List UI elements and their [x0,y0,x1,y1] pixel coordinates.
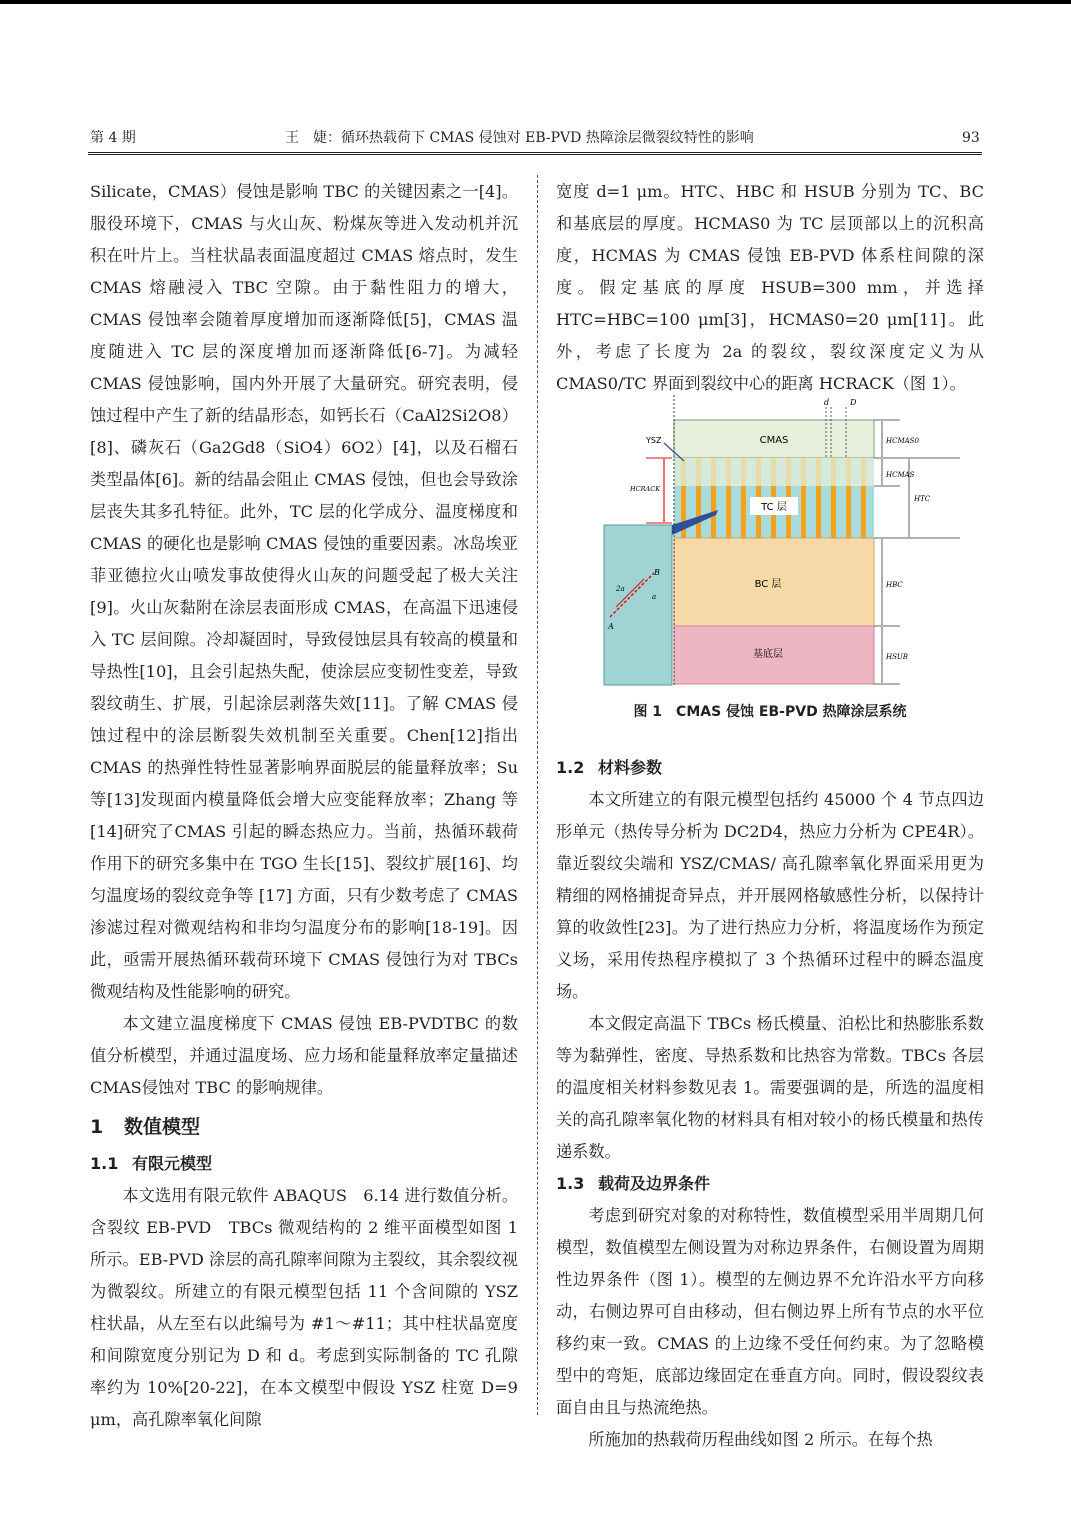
left-column [90,176,518,1436]
right-column-top [556,176,984,400]
label-tc: TC 层 [761,502,787,513]
right-paragraph-3: 本文假定高温下 TBCs 杨氏模量、泊松比和热膨胀系数等为黏弹性，密度、导热系数和比热容为常数。TBCs 各层的温度相关材料参数见表 1。需要强调的是，所选的温度相关的高孔隙率氧化物的材料具有相对较小的杨氏模量和热传递系数。 [556,1014,984,1161]
right-paragraph-4: 考虑到研究对象的对称特性，数值模型采用半周期几何模型，数值模型左侧设置为对称边界条件，右侧设置为周期性边界条件（图 1）。模型的左侧边界不允许沿水平方向移动，右侧边界可自由移动，但右侧边界上所有节点的水平位移约束一致。CMAS 的上边缘不受任何约束。为了忽略模型中的弯矩，底部边缘固定在垂直方向。同时，假设裂纹表面自由且与热流绝热。 [556,1206,984,1417]
right-paragraph-5: 所施加的热载荷历程曲线如图 2 所示。在每个热 [588,1430,933,1449]
header-rule [88,152,982,153]
left-paragraph-3: 本文选用有限元软件 ABAQUS 6.14 进行数值分析。含裂纹 EB-PVD TBCs 微观结构的 2 维平面模型如图 1 所示。EB-PVD 涂层的高孔隙率间隙为主裂纹，其余裂纹视为微裂纹。所建立的有限元模型包括 11 个含间隙的 YSZ 柱状晶，从左至右以此编号为 #1～#11；其中柱状晶宽度和间隙宽度分别记为 D 和 d。考虑到实际制备的 TC 孔隙率约为 10%[20-22]，在本文模型中假设 YSZ 柱宽 D=9 μm，高孔隙率氧化间隙 [90,1186,518,1429]
subsection-heading-1-3 [556,1168,984,1200]
figure-1-caption: 图 1 CMAS 侵蚀 EB-PVD 热障涂层系统 [633,704,907,720]
top-border [0,0,1071,4]
label-cmas: CMAS [759,435,789,446]
label-hcmas: HCMAS [886,471,915,479]
label-B: B [654,568,660,577]
section-title: 数值模型 [124,1116,201,1138]
issue-number: 第 4 期 [90,130,136,146]
label-A: A [608,622,614,631]
subsection-heading-1-2 [556,752,984,784]
column-divider [537,175,538,1415]
subsection-number: 1.2 [556,758,585,777]
label-ysz: YSZ [646,436,662,445]
subsection-title: 有限元模型 [132,1154,213,1173]
label-D-big: D [850,398,857,407]
running-title: 王 婕：循环热载荷下 CMAS 侵蚀对 EB-PVD 热障涂层微裂纹特性的影响 [285,130,754,146]
label-a: a [652,593,657,601]
figure-1-diagram [560,395,980,695]
label-htc: HTC [914,495,931,503]
label-substrate: 基底层 [753,649,783,660]
label-hsub: HSUB [886,653,908,661]
cmas-infiltration-zone [674,458,874,486]
label-bc: BC 层 [754,579,782,590]
subsection-number: 1.1 [90,1154,119,1173]
subsection-heading-1-1 [90,1148,518,1180]
subsection-number: 1.3 [556,1174,585,1193]
subsection-title: 材料参数 [598,758,663,777]
left-paragraph-2: 本文建立温度梯度下 CMAS 侵蚀 EB-PVDTBC 的数值分析模型，并通过温度场、应力场和能量释放率定量描述 CMAS侵蚀对 TBC 的影响规律。 [90,1014,518,1097]
right-column-bottom [556,752,984,1456]
label-hcmas0: HCMAS0 [886,437,919,445]
subsection-title: 载荷及边界条件 [598,1174,711,1193]
right-paragraph-2: 本文所建立的有限元模型包括约 45000 个 4 节点四边形单元（热传导分析为 DC2D4，热应力分析为 CPE4R）。靠近裂纹尖端和 YSZ/CMAS/ 高孔隙率氧化界面采用更为精细的网格捕捉奇异点，并开展网格敏感性分析，以保持计算的收敛性[23]。为了进行热应力分析，将温度场作为预定义场，采用传热程序模拟了 3 个热循环过程中的瞬态温度场。 [556,790,984,1001]
right-paragraph-1: 宽度 d=1 μm。HTC、HBC 和 HSUB 分别为 TC、BC 和基底层的厚度。HCMAS0 为 TC 层顶部以上的沉积高度，HCMAS 为 CMAS 侵蚀 EB-PVD 体系柱间隙的深度。假定基底的厚度 HSUB=300 mm，并选择 HTC=HBC=100 μm[3]，HCMAS0=20 μm[11]。此外，考虑了长度为 2a 的裂纹，裂纹深度定义为从 CMAS0/TC 界面到裂纹中心的距离 HCRACK（图 1）。 [556,182,984,393]
label-d-small: d [824,398,830,407]
label-hbc: HBC [886,581,903,589]
left-paragraph-1: Silicate，CMAS）侵蚀是影响 TBC 的关键因素之一[4]。服役环境下，CMAS 与火山灰、粉煤灰等进入发动机并沉积在叶片上。当柱状晶表面温度超过 CMAS 熔点时，发生 CMAS 熔融浸入 TBC 空隙。由于黏性阻力的增大，CMAS 侵蚀率会随着厚度增加而逐渐降低[5]，CMAS 温度随进入 TC 层的深度增加而逐渐降低[6-7]。为减轻 CMAS 侵蚀影响，国内外开展了大量研究。研究表明，侵蚀过程中产生了新的结晶形态，如钙长石（CaAl2Si2O8）[8]、磷灰石（Ga2Gd8（SiO4）6O2）[4]，以及石榴石类型晶体[6]。新的结晶会阻止 CMAS 侵蚀，但也会导致涂层丧失其多孔特征。此外，TC 层的化学成分、温度梯度和 CMAS 的硬化也是影响 CMAS 侵蚀的重要因素。冰岛埃亚菲亚德拉火山喷发事故使得火山灰的问题受起了极大关注[9]。火山灰黏附在涂层表面形成 CMAS，在高温下迅速侵入 TC 层间隙。冷却凝固时，导致侵蚀层具有较高的模量和导热性[10]，且会引起热失配，使涂层应变韧性变差，导致裂纹萌生、扩展，引起涂层剥落失效[11]。了解 CMAS 侵蚀过程中的涂层断裂失效机制至关重要。Chen[12]指出 CMAS 的热弹性特性显著影响界面脱层的能量释放率；Su 等[13]发现面内模量降低会增大应变能释放率；Zhang 等[14]研究了CMAS 引起的瞬态热应力。当前，热循环载荷作用下的研究多集中在 TGO 生长[15]、裂纹扩展[16]、均匀温度场的裂纹竞争等 [17] 方面，只有少数考虑了 CMAS 渗滤过程对微观结构和非均匀温度分布的影响[18-19]。因此，亟需开展热循环载荷环境下 CMAS 侵蚀行为对 TBCs 微观结构及性能影响的研究。 [90,182,518,1001]
side-substrate-block [604,525,672,685]
label-2a: 2a [616,585,625,593]
label-hcrack: HCRACK [630,485,661,493]
header-rule-2 [88,154,982,155]
section-number: 1 [90,1116,104,1138]
section-heading-1 [90,1108,518,1146]
page-number: 93 [962,130,980,146]
